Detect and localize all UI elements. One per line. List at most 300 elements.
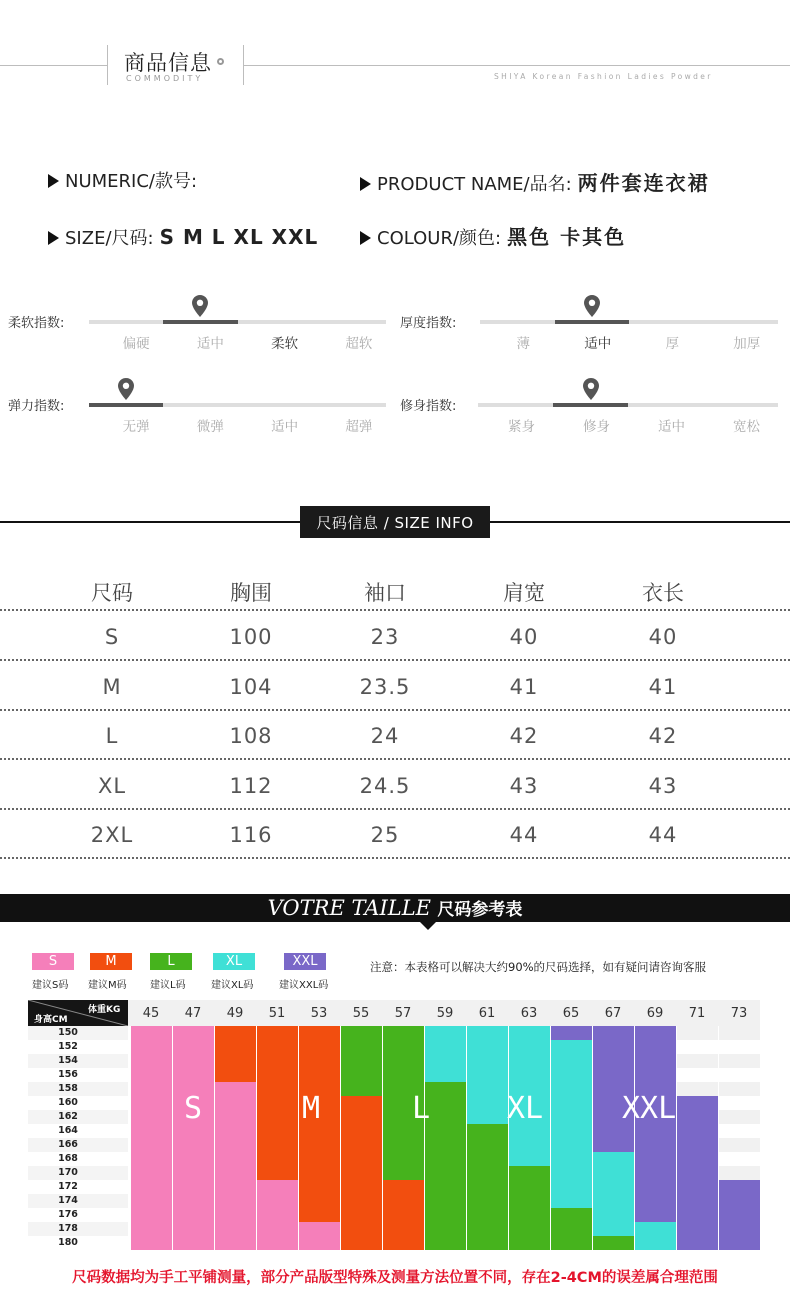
- grid-cell: [593, 1208, 634, 1222]
- grid-cell: [425, 1138, 466, 1152]
- grid-cell: [131, 1236, 172, 1250]
- grid-cell: [257, 1110, 298, 1124]
- weight-column-header: 55: [352, 1006, 370, 1021]
- legend-swatch: L: [150, 953, 192, 970]
- grid-cell: [467, 1152, 508, 1166]
- weight-column-header: 49: [226, 1006, 244, 1021]
- corner-weight-label: 体重KG: [88, 1005, 121, 1015]
- grid-cell: [425, 1082, 466, 1096]
- product-name-row: [360, 167, 710, 196]
- grid-cell: [551, 1054, 592, 1068]
- scale-option: 紧身: [508, 419, 535, 435]
- grid-cell: [677, 1222, 718, 1236]
- numeric-label: NUMERIC/款号:: [65, 171, 198, 192]
- grid-cell: [299, 1180, 340, 1194]
- grid-cell: [551, 1082, 592, 1096]
- grid-cell: [593, 1236, 634, 1250]
- weight-column-header: 69: [646, 1006, 664, 1021]
- grid-cell: [131, 1096, 172, 1110]
- grid-cell: [551, 1110, 592, 1124]
- grid-cell: [677, 1194, 718, 1208]
- grid-cell: [131, 1194, 172, 1208]
- grid-cell: [215, 1026, 256, 1040]
- grid-cell: [173, 1208, 214, 1222]
- grid-cell: [551, 1096, 592, 1110]
- grid-cell: [467, 1208, 508, 1222]
- table-cell: 40: [509, 625, 539, 649]
- grid-cell: [341, 1082, 382, 1096]
- location-pin-icon: [583, 378, 599, 400]
- grid-cell: [341, 1054, 382, 1068]
- grid-cell: [551, 1208, 592, 1222]
- grid-cell: [215, 1096, 256, 1110]
- grid-cell: [719, 1110, 760, 1124]
- grid-cell: [593, 1068, 634, 1082]
- grid-cell: [341, 1068, 382, 1082]
- grid-cell: [383, 1124, 424, 1138]
- scale-track: [89, 320, 386, 324]
- header-rule-left: [0, 65, 107, 66]
- grid-cell: [131, 1082, 172, 1096]
- grid-cell: [173, 1180, 214, 1194]
- colour-value: 黑色 卡其色: [507, 225, 627, 249]
- header-title: 商品信息: [124, 51, 212, 75]
- grid-cell: [635, 1138, 676, 1152]
- table-cell: 23: [370, 625, 400, 649]
- grid-cell: [467, 1096, 508, 1110]
- grid-cell: [719, 1180, 760, 1194]
- scale-label: 弹力指数:: [8, 399, 65, 414]
- grid-cell: [635, 1180, 676, 1194]
- triangle-bullet-icon: [48, 174, 59, 188]
- grid-cell: [593, 1194, 634, 1208]
- grid-cell: [299, 1040, 340, 1054]
- table-cell: 44: [648, 823, 678, 848]
- table-header-cell: 肩宽: [503, 581, 545, 605]
- height-row-header: 166: [58, 1139, 78, 1150]
- scale-fill: [89, 403, 163, 407]
- scale-option: 修身: [583, 419, 610, 435]
- grid-cell: [341, 1026, 382, 1040]
- weight-column-header: 71: [688, 1006, 706, 1021]
- grid-cell: [341, 1124, 382, 1138]
- grid-cell: [467, 1026, 508, 1040]
- grid-cell: [467, 1040, 508, 1054]
- table-cell: 24.5: [359, 773, 411, 798]
- grid-cell: [635, 1166, 676, 1180]
- grid-cell: [341, 1222, 382, 1236]
- table-cell: 116: [229, 823, 273, 848]
- weight-column-header: 47: [184, 1006, 202, 1021]
- scale-fill: [163, 320, 237, 324]
- grid-cell: [467, 1138, 508, 1152]
- grid-cell: [593, 1166, 634, 1180]
- grid-cell: [719, 1026, 760, 1040]
- legend-swatch: XXL: [284, 953, 326, 970]
- table-cell: 23.5: [359, 674, 411, 699]
- weight-column-header: 53: [310, 1006, 328, 1021]
- weight-column-header: 51: [268, 1006, 286, 1021]
- table-cell: 43: [648, 773, 678, 798]
- table-divider: [0, 758, 790, 760]
- grid-cell: [467, 1054, 508, 1068]
- grid-cell: [257, 1180, 298, 1194]
- grid-cell: [257, 1096, 298, 1110]
- grid-cell: [173, 1054, 214, 1068]
- scale-option: 超弹: [345, 419, 373, 435]
- grid-cell: [719, 1152, 760, 1166]
- grid-cell: [719, 1208, 760, 1222]
- grid-cell: [383, 1026, 424, 1040]
- grid-cell: [677, 1152, 718, 1166]
- grid-cell: [551, 1166, 592, 1180]
- grid-cell: [341, 1096, 382, 1110]
- grid-cell: [635, 1152, 676, 1166]
- grid-cell: [215, 1138, 256, 1152]
- grid-cell: [131, 1040, 172, 1054]
- grid-cell: [131, 1208, 172, 1222]
- grid-cell: [593, 1138, 634, 1152]
- table-header-cell: 衣长: [642, 581, 684, 605]
- header-brand-line: SHIYA Korean Fashion Ladies Powder: [494, 72, 713, 81]
- grid-cell: [131, 1138, 172, 1152]
- grid-cell: [173, 1068, 214, 1082]
- grid-cell: [719, 1138, 760, 1152]
- colour-label: COLOUR/颜色:: [377, 228, 502, 249]
- grid-cell: [677, 1208, 718, 1222]
- header-divider-left: [107, 45, 108, 85]
- scale-track: [480, 320, 778, 324]
- grid-size-label: XXL: [622, 1091, 677, 1126]
- grid-cell: [551, 1194, 592, 1208]
- grid-cell: [551, 1138, 592, 1152]
- grid-cell: [257, 1208, 298, 1222]
- weight-column-header: 65: [562, 1006, 580, 1021]
- grid-cell: [299, 1194, 340, 1208]
- grid-cell: [509, 1068, 550, 1082]
- table-cell: 43: [509, 773, 539, 798]
- grid-cell: [341, 1152, 382, 1166]
- grid-cell: [467, 1068, 508, 1082]
- weight-column-header: 59: [436, 1006, 454, 1021]
- grid-cell: [551, 1040, 592, 1054]
- size-row: [48, 224, 318, 250]
- corner-diagonal: [28, 1000, 128, 1026]
- product-name-label: PRODUCT NAME/品名:: [377, 174, 572, 195]
- reference-note: 注意：本表格可以解决大约90%的尺码选择，如有疑问请咨询客服: [370, 960, 707, 974]
- grid-cell: [467, 1194, 508, 1208]
- grid-cell: [677, 1166, 718, 1180]
- grid-cell: [299, 1138, 340, 1152]
- grid-cell: [383, 1138, 424, 1152]
- legend-swatch: XL: [213, 953, 255, 970]
- grid-cell: [173, 1124, 214, 1138]
- grid-cell: [677, 1054, 718, 1068]
- grid-cell: [131, 1222, 172, 1236]
- grid-cell: [215, 1208, 256, 1222]
- height-row-header: 176: [58, 1209, 78, 1220]
- scale-option: 微弹: [196, 419, 224, 435]
- height-row-header: 170: [58, 1167, 78, 1178]
- height-row-header: 160: [58, 1097, 78, 1108]
- table-cell: 2XL: [90, 823, 134, 848]
- height-row-header: 174: [58, 1195, 78, 1206]
- table-cell: 42: [509, 724, 539, 749]
- scale-option: 厚: [665, 336, 679, 352]
- grid-cell: [635, 1194, 676, 1208]
- grid-cell: [425, 1194, 466, 1208]
- grid-cell: [509, 1180, 550, 1194]
- grid-cell: [257, 1054, 298, 1068]
- triangle-bullet-icon: [360, 231, 371, 245]
- scale-option: 无弹: [122, 419, 150, 435]
- grid-cell: [719, 1068, 760, 1082]
- grid-size-label: M: [302, 1091, 321, 1126]
- grid-cell: [173, 1222, 214, 1236]
- table-divider: [0, 609, 790, 611]
- grid-size-label: XL: [507, 1091, 544, 1126]
- grid-cell: [299, 1026, 340, 1040]
- grid-cell: [719, 1082, 760, 1096]
- grid-cell: [551, 1152, 592, 1166]
- grid-cell: [467, 1180, 508, 1194]
- table-cell: 24: [370, 724, 400, 749]
- grid-cell: [173, 1040, 214, 1054]
- grid-cell: [719, 1096, 760, 1110]
- table-cell: 42: [648, 724, 678, 749]
- table-cell: 40: [648, 625, 678, 649]
- grid-cell: [341, 1138, 382, 1152]
- grid-cell: [215, 1082, 256, 1096]
- location-pin-icon: [584, 295, 600, 317]
- grid-cell: [299, 1166, 340, 1180]
- grid-cell: [215, 1222, 256, 1236]
- grid-cell: [215, 1236, 256, 1250]
- triangle-bullet-icon: [48, 231, 59, 245]
- grid-cell: [257, 1222, 298, 1236]
- size-info-banner: 尺码信息 / SIZE INFO: [300, 506, 490, 538]
- grid-cell: [593, 1026, 634, 1040]
- table-cell: 104: [229, 674, 273, 699]
- size-label: SIZE/尺码:: [65, 228, 154, 249]
- grid-cell: [425, 1124, 466, 1138]
- grid-cell: [635, 1222, 676, 1236]
- table-cell: 112: [229, 773, 273, 798]
- grid-cell: [131, 1110, 172, 1124]
- grid-cell: [425, 1026, 466, 1040]
- table-cell: L: [105, 724, 119, 749]
- grid-size-label: L: [412, 1091, 431, 1126]
- grid-cell: [551, 1180, 592, 1194]
- grid-cell: [257, 1152, 298, 1166]
- grid-cell: [215, 1068, 256, 1082]
- grid-cell: [299, 1068, 340, 1082]
- grid-cell: [635, 1208, 676, 1222]
- grid-cell: [299, 1152, 340, 1166]
- grid-cell: [173, 1236, 214, 1250]
- grid-cell: [257, 1124, 298, 1138]
- scale-option: 偏硬: [122, 336, 150, 352]
- weight-column-header: 63: [520, 1006, 538, 1021]
- grid-cell: [173, 1152, 214, 1166]
- triangle-bullet-icon: [360, 177, 371, 191]
- size-value: S M L XL XXL: [159, 225, 319, 249]
- grid-size-label: S: [184, 1091, 203, 1126]
- scale-option: 柔软: [271, 336, 299, 352]
- grid-cell: [425, 1208, 466, 1222]
- table-divider: [0, 659, 790, 661]
- grid-cell: [425, 1180, 466, 1194]
- reference-banner-italic: VOTRE TAILLE: [267, 896, 432, 920]
- grid-cell: [257, 1040, 298, 1054]
- scale-option: 加厚: [733, 336, 761, 352]
- grid-cell: [635, 1236, 676, 1250]
- grid-cell: [425, 1236, 466, 1250]
- grid-cell: [509, 1236, 550, 1250]
- grid-cell: [677, 1040, 718, 1054]
- legend-caption: 建议L码: [150, 980, 186, 991]
- grid-cell: [425, 1068, 466, 1082]
- table-cell: 25: [370, 823, 400, 848]
- scale-option: 适中: [658, 419, 685, 435]
- location-pin-icon: [192, 295, 208, 317]
- measurement-footnote: 尺码数据均为手工平铺测量，部分产品版型特殊及测量方法位置不同，存在2-4CM的误差属合理范围: [72, 1270, 718, 1286]
- grid-cell: [215, 1110, 256, 1124]
- table-header-cell: 胸围: [230, 581, 272, 605]
- product-name-value: 两件套连衣裙: [577, 171, 710, 195]
- height-row-header: 164: [58, 1125, 78, 1136]
- grid-cell: [467, 1124, 508, 1138]
- grid-cell: [467, 1166, 508, 1180]
- grid-cell: [509, 1138, 550, 1152]
- grid-cell: [299, 1054, 340, 1068]
- scale-label: 柔软指数:: [8, 316, 65, 331]
- weight-column-header: 73: [730, 1006, 748, 1021]
- grid-cell: [719, 1124, 760, 1138]
- grid-cell: [257, 1068, 298, 1082]
- height-row-header: 178: [58, 1223, 78, 1234]
- grid-cell: [467, 1236, 508, 1250]
- grid-cell: [509, 1166, 550, 1180]
- table-divider: [0, 857, 790, 859]
- weight-column-header: 67: [604, 1006, 622, 1021]
- grid-cell: [383, 1194, 424, 1208]
- table-cell: XL: [97, 773, 127, 798]
- grid-cell: [677, 1180, 718, 1194]
- grid-cell: [635, 1026, 676, 1040]
- grid-cell: [383, 1054, 424, 1068]
- table-header-cell: 袖口: [364, 581, 406, 605]
- grid-cell: [257, 1082, 298, 1096]
- weight-column-header: 45: [142, 1006, 160, 1021]
- height-row-header: 168: [58, 1153, 78, 1164]
- grid-cell: [215, 1194, 256, 1208]
- grid-cell: [215, 1180, 256, 1194]
- grid-cell: [509, 1054, 550, 1068]
- colour-row: [360, 221, 626, 250]
- grid-cell: [383, 1208, 424, 1222]
- grid-cell: [383, 1152, 424, 1166]
- grid-cell: [215, 1054, 256, 1068]
- grid-cell: [383, 1180, 424, 1194]
- table-cell: 100: [229, 625, 273, 649]
- grid-cell: [677, 1026, 718, 1040]
- grid-cell: [341, 1208, 382, 1222]
- numeric-row: [48, 167, 203, 193]
- grid-cell: [551, 1026, 592, 1040]
- grid-cell: [215, 1124, 256, 1138]
- scale-option: 适中: [584, 336, 612, 352]
- height-row-header: 162: [58, 1111, 78, 1122]
- grid-cell: [299, 1222, 340, 1236]
- scale-fill: [555, 320, 630, 324]
- grid-cell: [215, 1152, 256, 1166]
- scale-label: 修身指数:: [400, 399, 457, 414]
- reference-banner-text: [0, 894, 790, 922]
- grid-cell: [635, 1124, 676, 1138]
- table-divider: [0, 808, 790, 810]
- scale-option: 薄: [516, 336, 530, 352]
- grid-cell: [173, 1138, 214, 1152]
- height-row-header: 154: [58, 1055, 78, 1066]
- table-cell: 44: [509, 823, 539, 848]
- grid-cell: [299, 1208, 340, 1222]
- grid-cell: [551, 1124, 592, 1138]
- corner-height-label: 身高CM: [34, 1015, 68, 1025]
- grid-cell: [131, 1180, 172, 1194]
- reference-banner-cn: 尺码参考表: [437, 900, 523, 920]
- grid-cell: [257, 1138, 298, 1152]
- grid-cell: [131, 1026, 172, 1040]
- scale-label: 厚度指数:: [400, 316, 457, 331]
- legend-caption: 建议M码: [88, 980, 127, 991]
- grid-cell: [425, 1040, 466, 1054]
- grid-cell: [341, 1110, 382, 1124]
- grid-cell: [425, 1054, 466, 1068]
- grid-cell: [593, 1222, 634, 1236]
- grid-cell: [341, 1180, 382, 1194]
- grid-cell: [467, 1110, 508, 1124]
- grid-cell: [383, 1040, 424, 1054]
- grid-cell: [341, 1040, 382, 1054]
- grid-cell: [719, 1166, 760, 1180]
- grid-cell: [257, 1166, 298, 1180]
- grid-cell: [509, 1208, 550, 1222]
- grid-cell: [719, 1194, 760, 1208]
- grid-cell: [677, 1138, 718, 1152]
- grid-cell: [467, 1222, 508, 1236]
- grid-cell: [215, 1040, 256, 1054]
- height-row-header: 158: [58, 1083, 78, 1094]
- grid-cell: [257, 1236, 298, 1250]
- table-header-cell: 尺码: [91, 581, 133, 605]
- grid-cell: [593, 1152, 634, 1166]
- grid-cell: [509, 1152, 550, 1166]
- height-row-header: 156: [58, 1069, 78, 1080]
- grid-cell: [509, 1040, 550, 1054]
- grid-corner: [28, 1000, 128, 1026]
- height-row-header: 150: [58, 1027, 78, 1038]
- grid-cell: [173, 1166, 214, 1180]
- grid-cell: [341, 1236, 382, 1250]
- scale-fill: [553, 403, 628, 407]
- grid-cell: [131, 1166, 172, 1180]
- grid-cell: [593, 1040, 634, 1054]
- grid-cell: [677, 1124, 718, 1138]
- legend-caption: 建议S码: [32, 980, 69, 991]
- grid-cell: [509, 1124, 550, 1138]
- grid-cell: [509, 1026, 550, 1040]
